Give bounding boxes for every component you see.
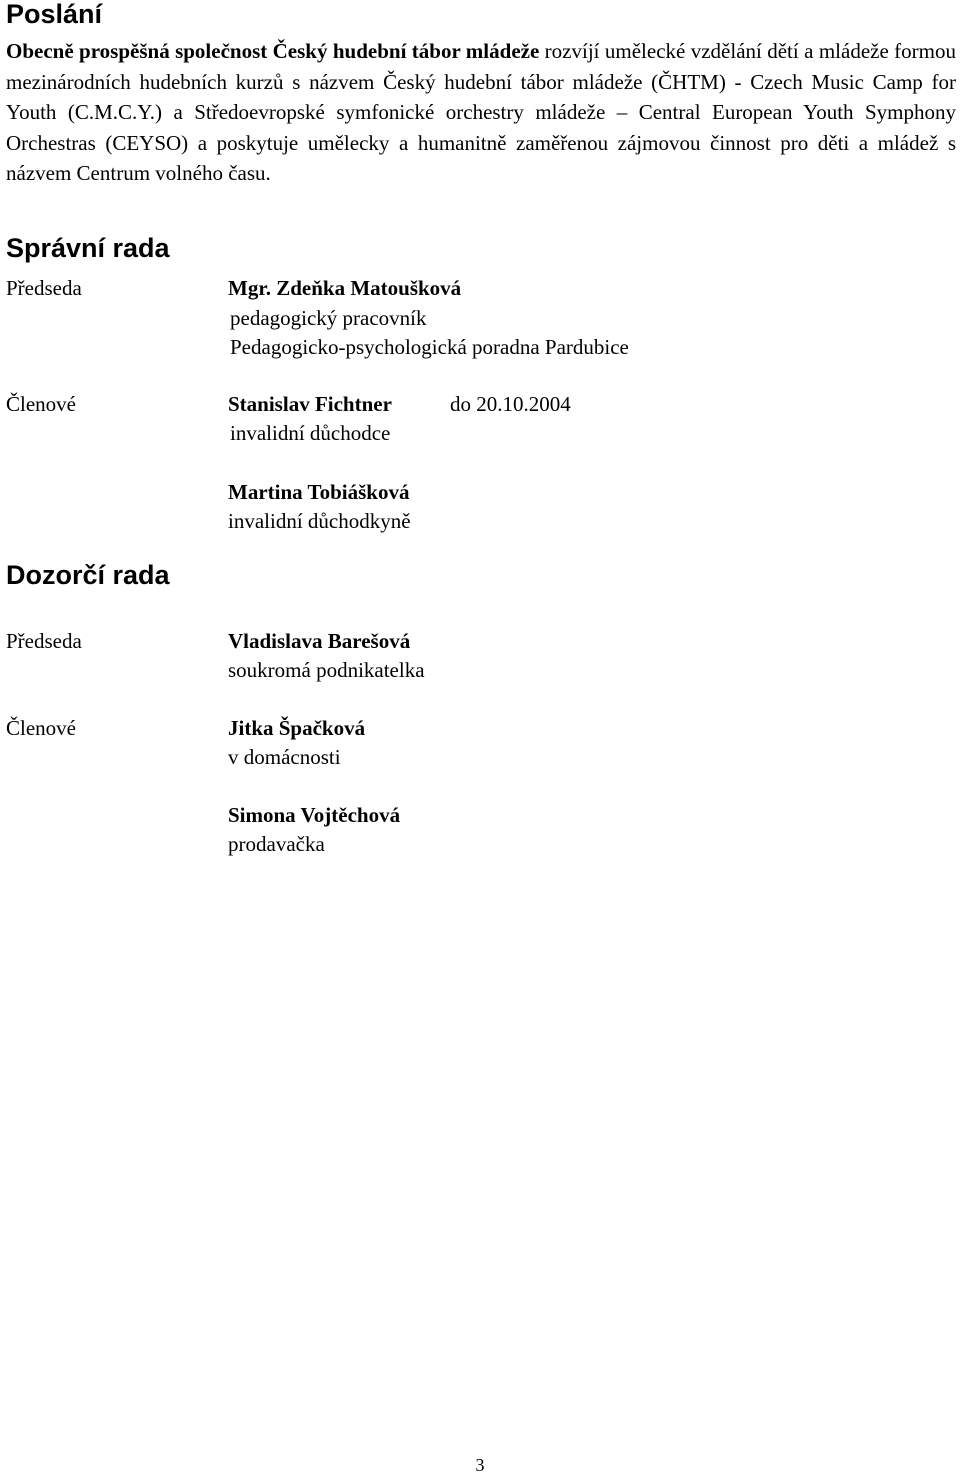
mission-statement-text: rozvíjí umělecké vzdělání dětí a mládeže formou mezinárodních hudebních kurzů s názvem Český hudební tábor mládeže (ČHTM) - Czech Music Camp for Youth (C.M.C.Y.) a Středoevropské symfonické orchestry mládeže – Central European Youth Symphony Orchestras (CEYSO) a poskytuje umělecky a humanitně zaměřenou zájmovou činnost pro děti a mládež s názvem Centrum volného času.	[6, 39, 956, 185]
spravni-clen-2-name: Martina Tobiášková	[228, 480, 410, 504]
dozorci-predseda-role: soukromá podnikatelka	[228, 658, 425, 682]
section-heading-poslani: Poslání	[6, 0, 103, 29]
spravni-predseda-name: Mgr. Zdeňka Matoušková	[228, 276, 462, 300]
spravni-predseda-line1: pedagogický pracovník	[230, 306, 427, 330]
section-heading-dozorci-rada: Dozorčí rada	[6, 560, 170, 590]
dozorci-clen-2-name: Simona Vojtěchová	[228, 803, 401, 827]
mission-statement	[6, 36, 956, 189]
dozorci-clenove-label: Členové	[6, 716, 76, 740]
spravni-clen-1-name: Stanislav Fichtner	[228, 392, 392, 416]
mission-statement-bold: Obecně prospěšná společnost Český hudební tábor mládeže	[6, 39, 540, 63]
spravni-clen-1-role: invalidní důchodce	[230, 421, 391, 445]
section-heading-spravni-rada: Správní rada	[6, 233, 170, 263]
spravni-clen-1-note: do 20.10.2004	[450, 392, 571, 416]
spravni-clen-2-role: invalidní důchodkyně	[228, 509, 411, 533]
dozorci-predseda-name: Vladislava Barešová	[228, 629, 411, 653]
spravni-predseda-label: Předseda	[6, 276, 82, 300]
page-number: 3	[475, 1455, 485, 1475]
dozorci-predseda-label: Předseda	[6, 629, 82, 653]
spravni-predseda-line2: Pedagogicko-psychologická poradna Pardubice	[230, 335, 629, 359]
dozorci-clen-2-role: prodavačka	[228, 832, 325, 856]
dozorci-clen-1-name: Jitka Špačková	[228, 716, 366, 740]
spravni-clenove-label: Členové	[6, 392, 76, 416]
dozorci-clen-1-role: v domácnosti	[228, 745, 341, 769]
